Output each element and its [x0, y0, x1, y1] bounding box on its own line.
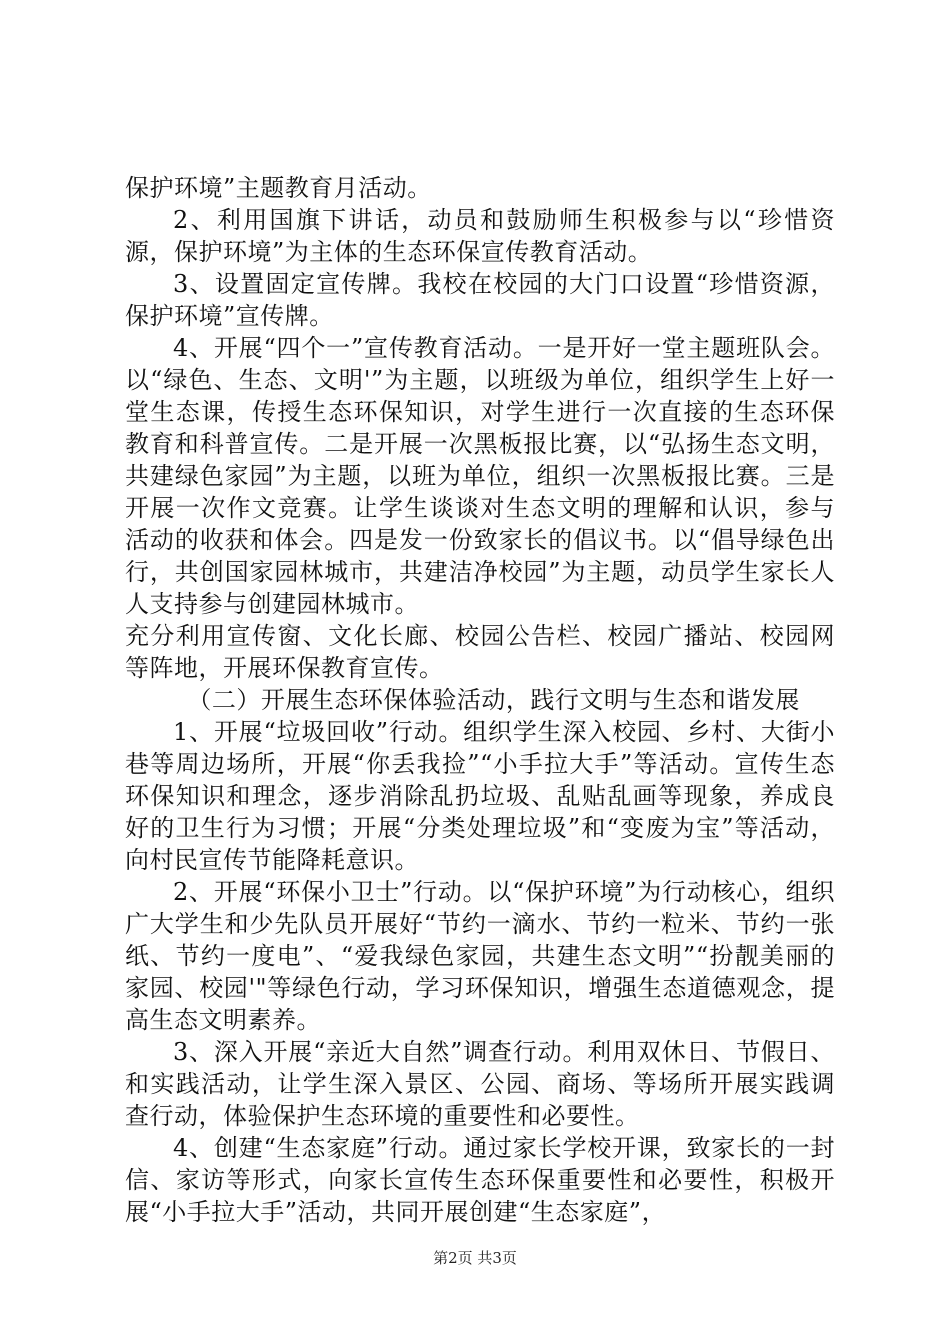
- page-number-footer: 第2页 共3页: [433, 1249, 517, 1267]
- document-body: [125, 172, 835, 1228]
- paragraph-activity-2: 2、开展“环保小卫士”行动。以“保护环境”为行动核心，组织广大学生和少先队员开展好“节约一滴水、节约一粒米、节约一张纸、节约一度电”、“爱我绿色家园，共建生态文明”“扮靓美丽的家园、校园'"等绿色行动，学习环保知识，增强生态道德观念，提高生态文明素养。: [125, 878, 835, 1034]
- paragraph-activity-1: 1、开展“垃圾回收”行动。组织学生深入校园、乡村、大街小巷等周边场所，开展“你丢我捡”“小手拉大手”等活动。宣传生态环保知识和理念，逐步消除乱扔垃圾、乱贴乱画等现象，养成良好的卫生行为习惯；开展“分类处理垃圾”和“变废为宝”等活动，向村民宣传节能降耗意识。: [125, 718, 835, 874]
- paragraph-activity-3: 3、深入开展“亲近大自然”调查行动。利用双休日、节假日、和实践活动，让学生深入景区、公园、商场、等场所开展实践调查行动，体验保护生态环境的重要性和必要性。: [125, 1038, 835, 1130]
- paragraph-item-4: 4、开展“四个一”宣传教育活动。一是开好一堂主题班队会。以“绿色、生态、文明'”为主题，以班级为单位，组织学生上好一堂生态课，传授生态环保知识，对学生进行一次直接的生态环保教育和科普宣传。二是开展一次黑板报比赛，以“弘扬生态文明，共建绿色家园”为主题，以班为单位，组织一次黑板报比赛。三是开展一次作文竞赛。让学生谈谈对生态文明的理解和认识，参与活动的收获和体会。四是发一份致家长的倡议书。以“倡导绿色出行，共创国家园林城市，共建洁净校园”为主题，动员学生家长人人支持参与创建园林城市。: [125, 334, 835, 618]
- paragraph-item-2: 2、利用国旗下讲话，动员和鼓励师生积极参与以“珍惜资源，保护环境”为主体的生态环保宣传教育活动。: [125, 206, 835, 266]
- paragraph-continuation: 保护环境”主题教育月活动。: [125, 174, 432, 202]
- paragraph-activity-4: 4、创建“生态家庭”行动。通过家长学校开课，致家长的一封信、家访等形式，向家长宣传生态环保重要性和必要性，积极开展“小手拉大手”活动，共同开展创建“生态家庭”，: [125, 1134, 835, 1226]
- section-heading: （二）开展生态环保体验活动，践行文明与生态和谐发展: [187, 686, 800, 714]
- paragraph-publicity: 充分利用宣传窗、文化长廊、校园公告栏、校园广播站、校园网等阵地，开展环保教育宣传。: [125, 622, 835, 682]
- paragraph-item-3: 3、设置固定宣传牌。我校在校园的大门口设置“珍惜资源，保护环境”宣传牌。: [125, 270, 835, 330]
